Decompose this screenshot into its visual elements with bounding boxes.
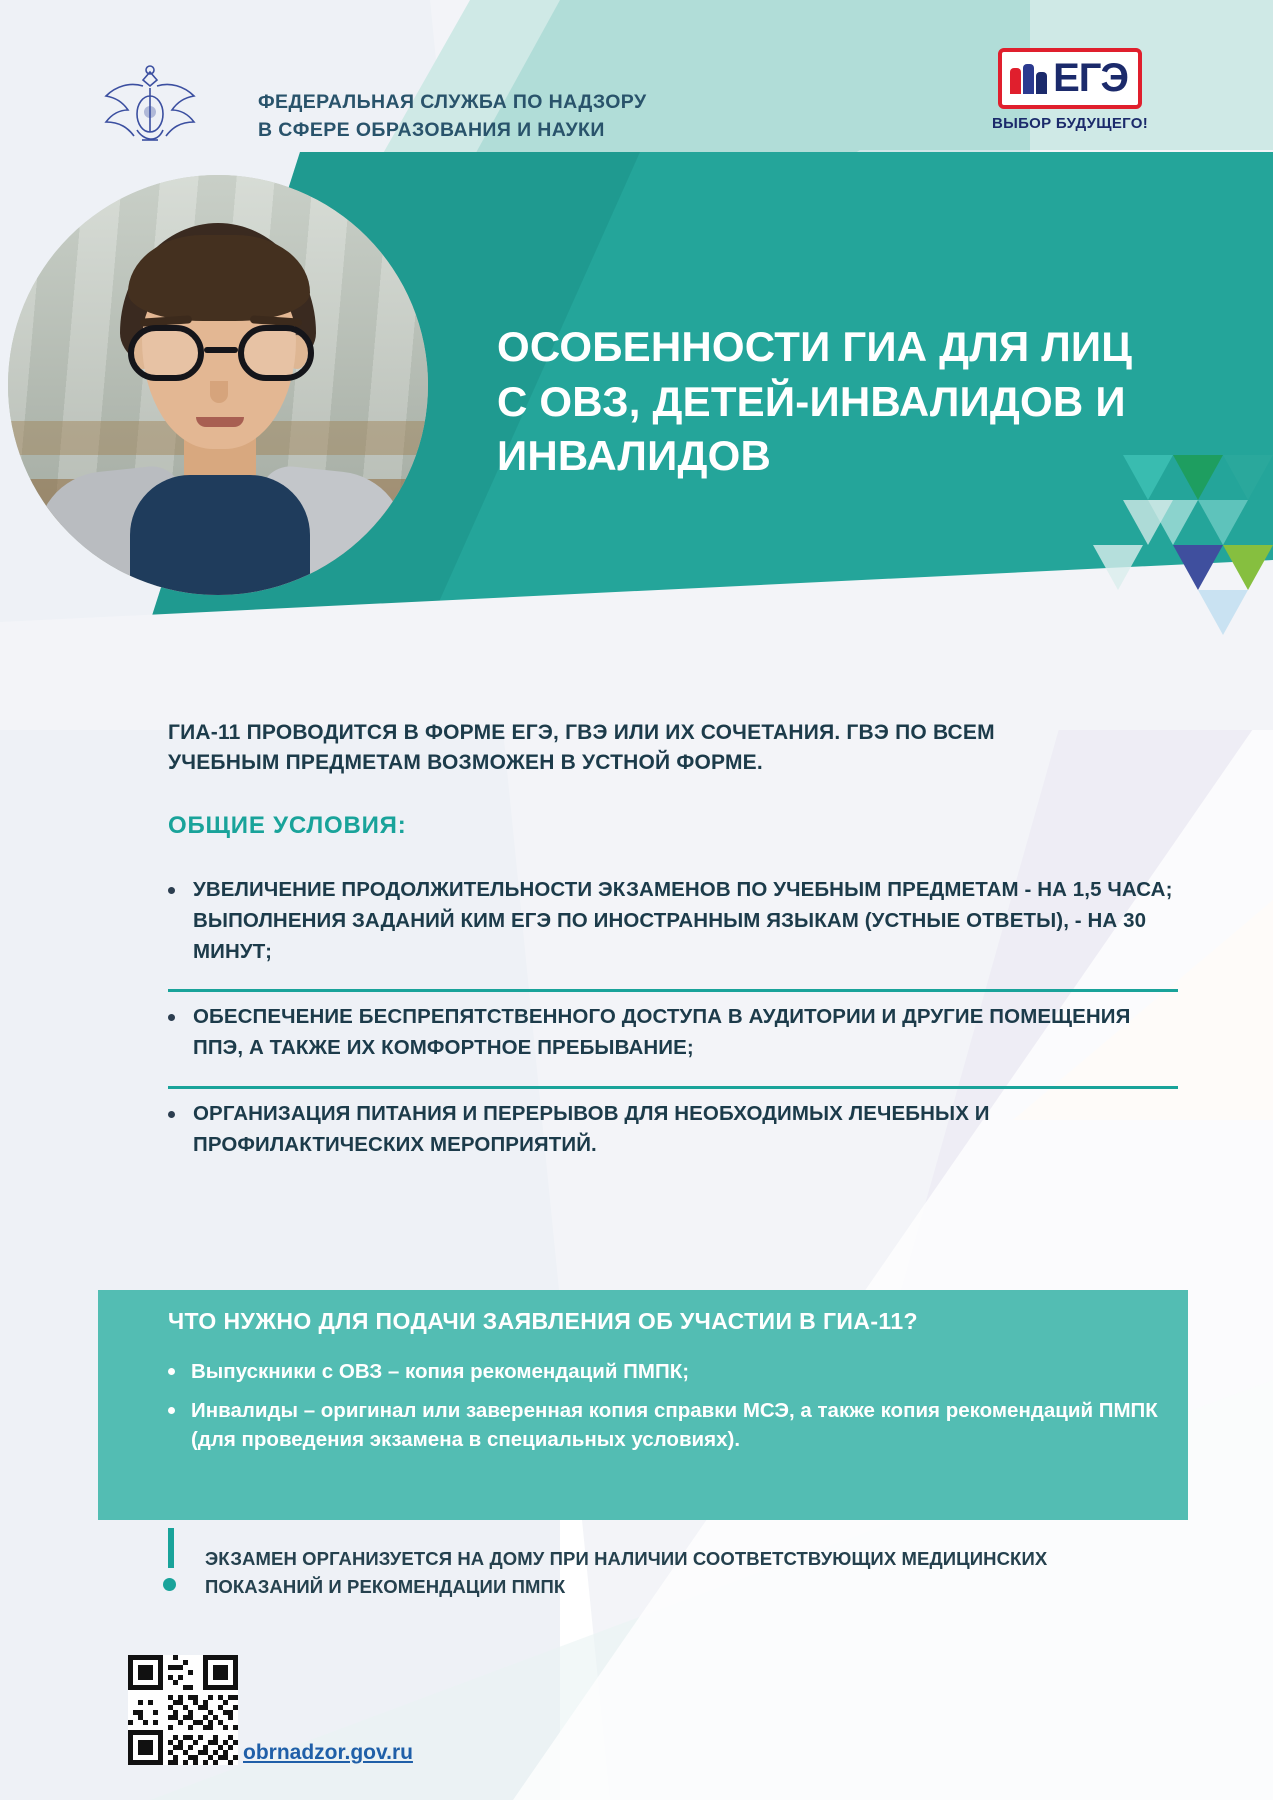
list-item-label: Выпускники с ОВЗ – копия рекомендаций ПМПК; — [191, 1360, 690, 1383]
list-item — [168, 1396, 1168, 1454]
agency-name-line1: ФЕДЕРАЛЬНАЯ СЛУЖБА ПО НАДЗОРУ — [258, 91, 647, 113]
application-requirements-list — [168, 1357, 1168, 1464]
list-item — [168, 992, 1178, 1086]
ege-logo-tagline: ВЫБОР БУДУЩЕГО! — [991, 115, 1149, 132]
ege-logo-box — [998, 48, 1142, 109]
list-item — [168, 1089, 1178, 1183]
note-accent-bar — [168, 1528, 174, 1568]
agency-name-line2: В СФЕРЕ ОБРАЗОВАНИЯ И НАУКИ — [258, 119, 605, 142]
bullet-icon — [168, 887, 175, 894]
ege-logo — [975, 48, 1165, 132]
double-headed-eagle-emblem-icon — [100, 62, 200, 152]
portrait-mouth — [196, 417, 244, 427]
qr-code-icon[interactable] — [128, 1655, 238, 1765]
agency-name — [258, 88, 647, 145]
bullet-icon — [168, 1014, 175, 1021]
triangle-decoration-cluster — [973, 455, 1273, 705]
list-item-label: ОБЕСПЕЧЕНИЕ БЕСПРЕПЯТСТВЕННОГО ДОСТУПА В АУДИТОРИИ И ДРУГИЕ ПОМЕЩЕНИЯ ППЭ, А ТАКЖЕ ИХ КОМФОРТНОЕ ПРЕБЫВАНИЕ; — [193, 1005, 1131, 1059]
portrait-shirt — [130, 475, 310, 595]
list-item — [168, 865, 1178, 989]
list-item-label: ОРГАНИЗАЦИЯ ПИТАНИЯ И ПЕРЕРЫВОВ ДЛЯ НЕОБХОДИМЫХ ЛЕЧЕБНЫХ И ПРОФИЛАКТИЧЕСКИХ МЕРОПРИЯТИЙ. — [193, 1101, 990, 1156]
portrait-nose — [210, 381, 228, 403]
portrait-fringe — [128, 235, 310, 321]
bullet-icon — [168, 1368, 175, 1375]
bullet-icon — [168, 1407, 175, 1414]
website-link[interactable]: obrnadzor.gov.ru — [243, 1741, 413, 1764]
list-item-label: Инвалиды – оригинал или заверенная копия справки МСЭ, а также копия рекомендаций ПМПК (для проведения экзамена в специальных условиях). — [191, 1399, 1158, 1452]
page-title: ОСОБЕННОСТИ ГИА ДЛЯ ЛИЦ С ОВЗ, ДЕТЕЙ-ИНВАЛИДОВ И ИНВАЛИДОВ — [497, 323, 1133, 480]
application-requirements-title: ЧТО НУЖНО ДЛЯ ПОДАЧИ ЗАЯВЛЕНИЯ ОБ УЧАСТИИ В ГИА-11? — [168, 1308, 918, 1334]
ege-logo-label: ЕГЭ — [1053, 56, 1128, 100]
list-item — [168, 1357, 1168, 1386]
bullet-icon — [168, 1111, 175, 1118]
note-accent-dot — [163, 1578, 176, 1591]
intro-text: ГИА-11 ПРОВОДИТСЯ В ФОРМЕ ЕГЭ, ГВЭ ИЛИ ИХ СОЧЕТАНИЯ. ГВЭ ПО ВСЕМ УЧЕБНЫМ ПРЕДМЕТАМ ВОЗМОЖЕН В УСТНОЙ ФОРМЕ. — [168, 721, 995, 775]
section-title-general-conditions: ОБЩИЕ УСЛОВИЯ: — [168, 812, 407, 839]
student-portrait-photo — [8, 175, 428, 595]
footer-note: ЭКЗАМЕН ОРГАНИЗУЕТСЯ НА ДОМУ ПРИ НАЛИЧИИ СООТВЕТСТВУЮЩИХ МЕДИЦИНСКИХ ПОКАЗАНИЙ И РЕКОМЕНДАЦИИ ПМПК — [205, 1548, 1048, 1597]
ege-people-icon — [1010, 64, 1047, 94]
list-item-label: УВЕЛИЧЕНИЕ ПРОДОЛЖИТЕЛЬНОСТИ ЭКЗАМЕНОВ ПО УЧЕБНЫМ ПРЕДМЕТАМ - НА 1,5 ЧАСА; ВЫПОЛНЕНИЯ ЗАДАНИЙ КИМ ЕГЭ ПО ИНОСТРАННЫМ ЯЗЫКАМ (УСТНЫЕ ОТВЕТЫ), - НА 30 МИНУТ; — [193, 878, 1173, 963]
general-conditions-list — [168, 865, 1178, 1182]
eyeglasses-icon — [126, 325, 316, 381]
